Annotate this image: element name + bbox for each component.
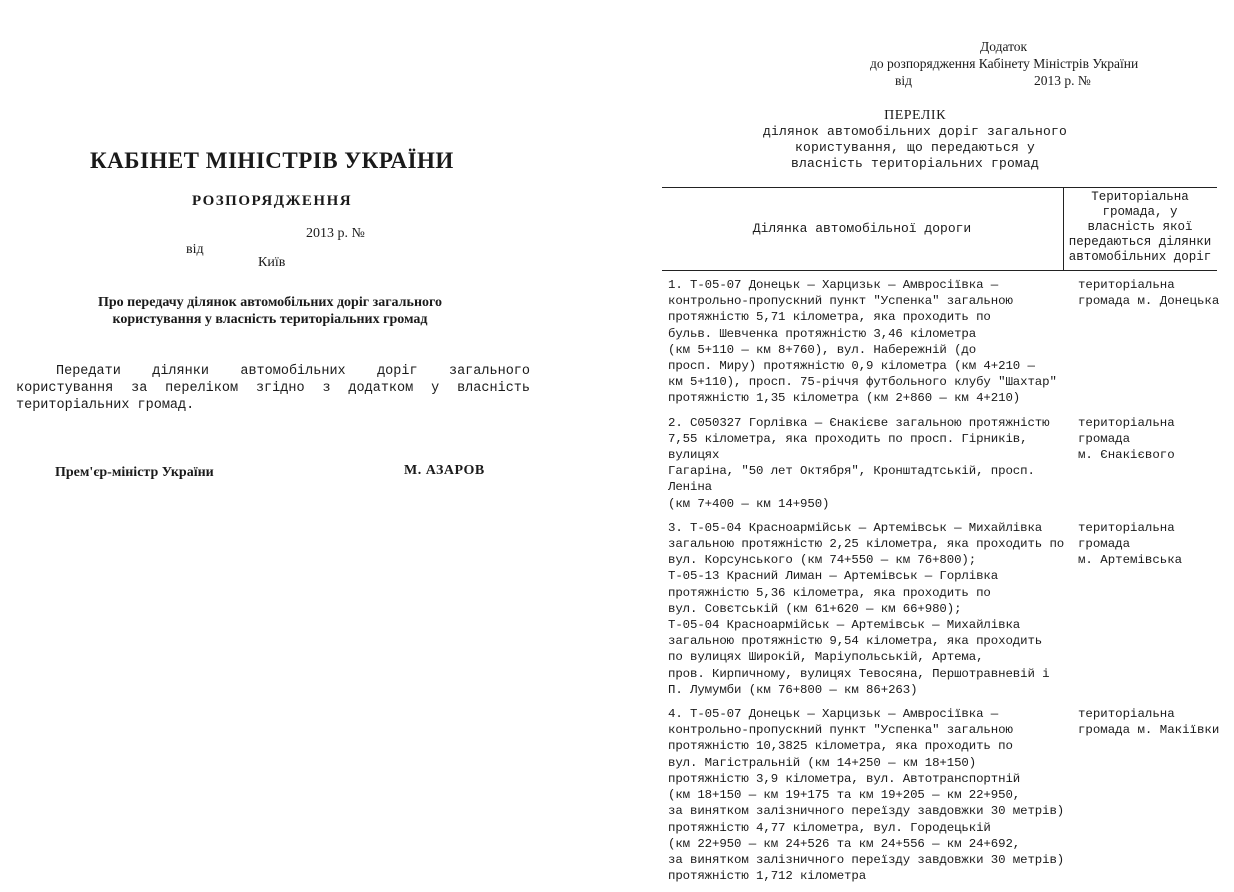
decree-subject: Про передачу ділянок автомобільних доріг загального користування у власність територіальних громад	[97, 295, 443, 327]
column-header-road: Ділянка автомобільної дороги	[752, 221, 972, 236]
community-cell: територіальна громада м. Артемівська	[1078, 520, 1183, 568]
annex-date-value: 2013 р. №	[1034, 73, 1091, 88]
list-heading: ПЕРЕЛІК	[884, 108, 946, 123]
list-subtitle: ділянок автомобільних доріг загального користування, що передаються у власність територіальних громад	[762, 124, 1068, 171]
community-cell: територіальна громада м. Донецька	[1078, 278, 1220, 309]
column-header-community: Територіальна громада, у власність якої передаються ділянки автомобільних доріг	[1068, 190, 1212, 264]
signer-name: М. АЗАРОВ	[404, 463, 485, 478]
table-top-border	[662, 187, 1217, 188]
document-type: РОЗПОРЯДЖЕННЯ	[192, 193, 353, 209]
table-body	[668, 277, 1228, 892]
organization-title: КАБІНЕТ МІНІСТРІВ УКРАЇНИ	[90, 148, 454, 173]
road-section-cell: 2. С050327 Горлівка — Єнакієве загальною протяжністю 7,55 кілометра, яка проходить по просп. Гірників, вулицях Гагаріна, "50 лет Октября", Кронштадтській, просп. Леніна (км 7+400 — км 14+950)	[668, 415, 1050, 511]
table-column-divider	[1063, 187, 1064, 271]
annex-date-prefix: від	[895, 73, 912, 88]
table-row	[668, 520, 1228, 698]
community-cell: територіальна громада м. Єнакієвого	[1078, 415, 1175, 463]
table-row	[668, 415, 1228, 512]
road-section-cell: 4. Т-05-07 Донецьк — Харцизьк — Амвросіївка — контрольно-пропускний пункт "Успенка" загальною протяжністю 10,3825 кілометра, яка проходить по вул. Магістральній (км 14+250 — км 18+150) протяжністю 3,9 кілометра, вул. Автотранспортній (км 18+150 — км 19+175 та км 19+205 — км 22+950, за винятком залізничного переїзду завдовжки 30 метрів) протяжністю 4,77 кілометра, вул. Городецькій (км 22+950 — км 24+526 та км 24+556 — км 24+692, за винятком залізничного переїзду завдовжки 30 метрів) протяжністю 1,712 кілометра	[668, 707, 1065, 884]
table-row	[668, 706, 1228, 884]
table-header-border	[662, 270, 1217, 271]
community-cell: територіальна громада м. Макіївки	[1078, 707, 1220, 738]
table-row	[668, 277, 1228, 407]
date-prefix: від	[186, 242, 204, 257]
annex-date-line	[870, 72, 1190, 89]
road-section-cell: 1. Т-05-07 Донецьк — Харцизьк — Амвросіївка — контрольно-пропускний пункт "Успенка" загальною протяжністю 5,71 кілометра, яка проходить по бульв. Шевченка протяжністю 3,46 кілометра (км 5+110 — км 8+760), вул. Набережній (до просп. Миру) протяжністю 0,9 кілометра (км 4+210 — км 5+110), просп. 75-річчя футбольного клубу "Шахтар" протяжністю 1,35 кілометра (км 2+860 — км 4+210)	[668, 278, 1057, 406]
road-section-cell: 3. Т-05-04 Красноармійськ — Артемівськ — Михайлівка загальною протяжністю 2,25 кілометра, яка проходить по вул. Корсунського (км 74+550 — км 76+800); Т-05-13 Красний Лиман — Артемівськ — Горлівка протяжністю 5,36 кілометра, яка проходить по вул. Совєтській (км 61+620 — км 66+980); Т-05-04 Красноармійськ — Артемівськ — Михайлівка загальною протяжністю 9,54 кілометра, яка проходить по вулицях Широкій, Маріупольській, Артема, пров. Кирпичному, вулицях Тевосяна, Першотравневій і П. Лумумби (км 76+800 — км 86+263)	[668, 520, 1065, 697]
annex-header	[870, 38, 1190, 89]
annex-reference: до розпорядження Кабінету Міністрів України	[870, 56, 1139, 71]
list-title	[760, 108, 1070, 172]
annex-label: Додаток	[980, 39, 1028, 54]
signer-position: Прем'єр-міністр України	[55, 465, 214, 480]
decree-page	[0, 0, 600, 859]
city: Київ	[258, 255, 286, 270]
annex-page	[640, 0, 1234, 884]
decree-body: Передати ділянки автомобільних доріг загального користування за переліком згідно з додатком у власність територіальних громад.	[16, 364, 530, 413]
date-value: 2013 р. №	[306, 226, 365, 241]
